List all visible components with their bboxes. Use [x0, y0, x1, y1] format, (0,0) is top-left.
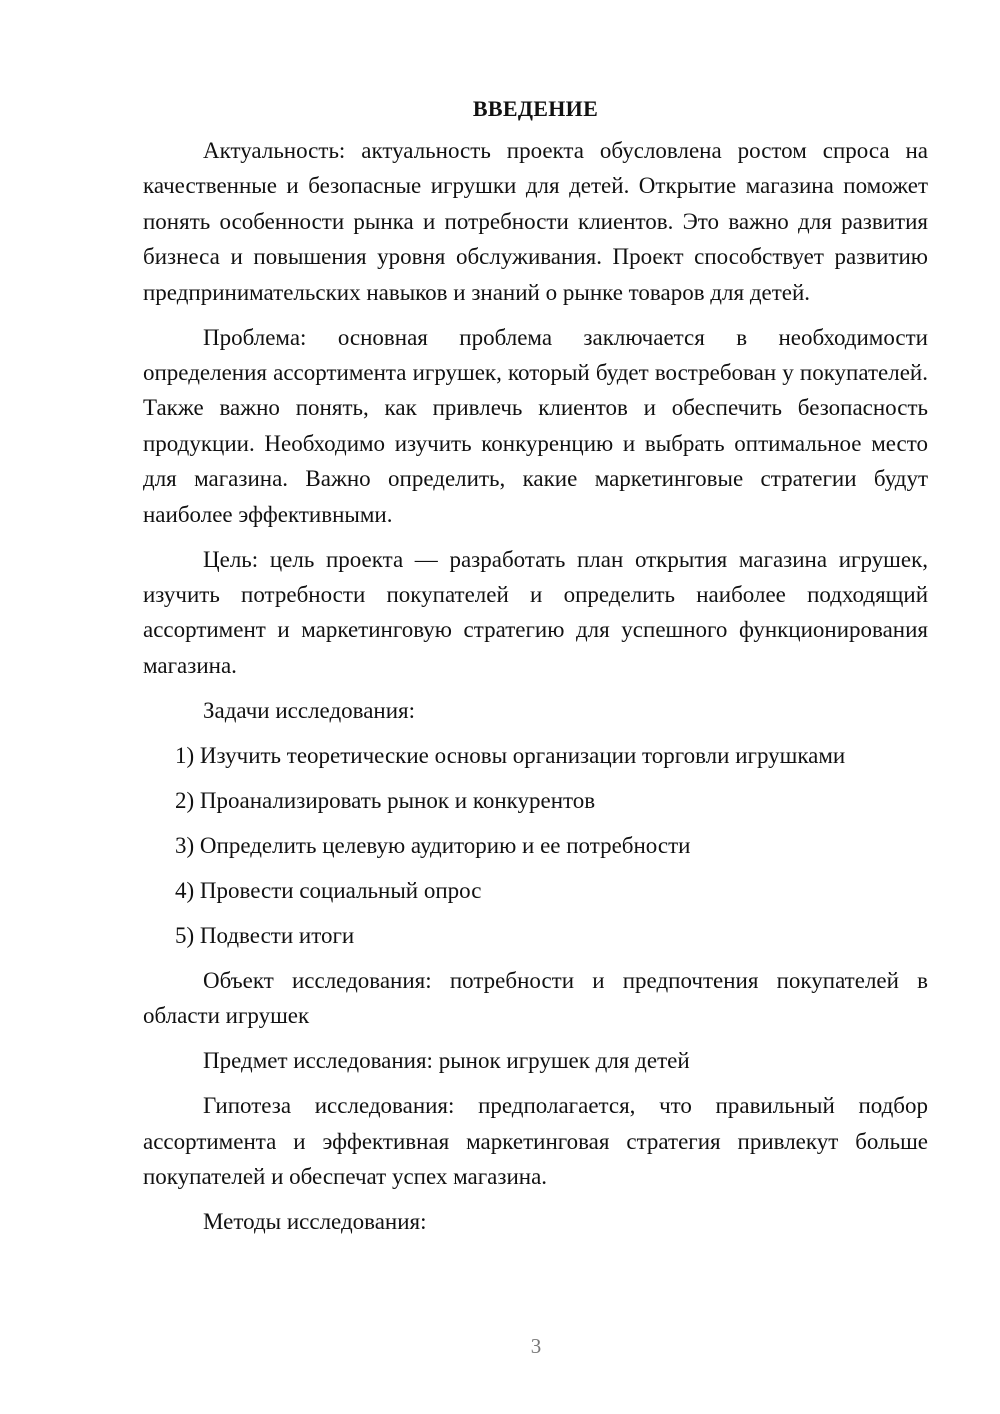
list-item: 4) Провести социальный опрос [175, 877, 482, 903]
paragraph-object: Объект исследования: потребности и предпочтения покупателей в области игрушек [143, 967, 928, 1029]
paragraph-relevance: Актуальность: актуальность проекта обусловлена ростом спроса на качественные и безопасные игрушки для детей. Открытие магазина поможет понять особенности рынка и потребности клиентов. Это важно для развития бизнеса и повышения уровня обслуживания. Проект способствует развитию предпринимательских навыков и знаний о рынке товаров для детей. [143, 138, 928, 305]
paragraph-goal: Цель: цель проекта — разработать план открытия магазина игрушек, изучить потребности покупателей и определить наиболее подходящий ассортимент и маркетинговую стратегию для успешного функционирования магазина. [143, 546, 928, 678]
paragraph-problem: Проблема: основная проблема заключается в необходимости определения ассортимента игрушек, который будет востребован у покупателей. Также важно понять, как привлечь клиентов и обеспечить безопасность продукции. Необходимо изучить конкуренцию и выбрать оптимальное место для магазина. Важно определить, какие маркетинговые стратегии будут наиболее эффективными. [143, 324, 928, 527]
list-item: 1) Изучить теоретические основы организации торговли игрушками [175, 742, 846, 768]
tasks-heading: Задачи исследования: [203, 697, 416, 723]
list-item: 2) Проанализировать рынок и конкурентов [175, 787, 596, 813]
page-number: 3 [530, 1334, 542, 1358]
paragraph-hypothesis: Гипотеза исследования: предполагается, что правильный подбор ассортимента и эффективная маркетинговая стратегия привлекут больше покупателей и обеспечат успех магазина. [143, 1093, 928, 1190]
page-title: ВВЕДЕНИЕ [472, 96, 599, 121]
paragraph-subject: Предмет исследования: рынок игрушек для детей [203, 1048, 690, 1074]
list-item: 3) Определить целевую аудиторию и ее потребности [175, 832, 691, 858]
page-content [143, 94, 928, 1249]
methods-heading: Методы исследования: [203, 1209, 427, 1235]
tasks-list [143, 738, 928, 953]
list-item: 5) Подвести итоги [175, 922, 355, 948]
